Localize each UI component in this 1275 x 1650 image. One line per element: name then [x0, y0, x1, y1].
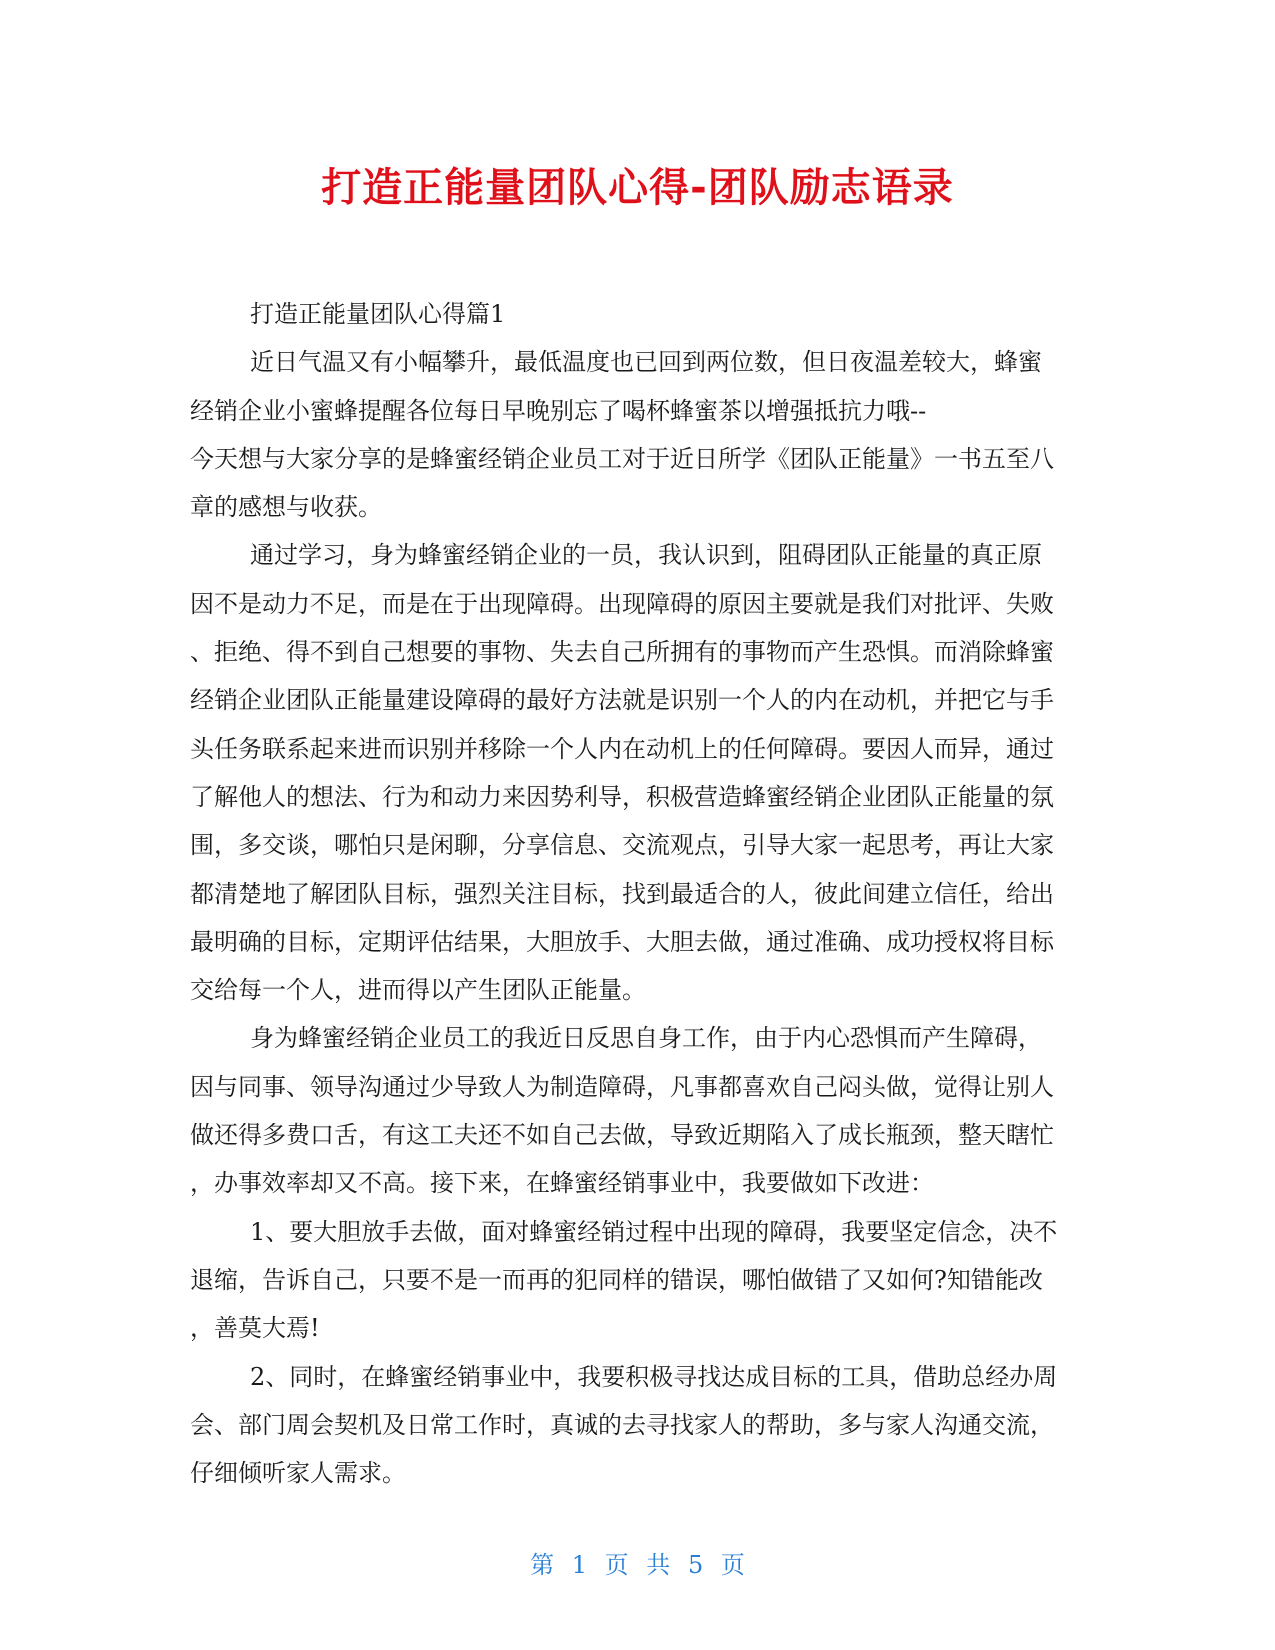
- text-line: 交给每一个人，进而得以产生团队正能量。: [190, 976, 646, 1005]
- text-line: 仔细倾听家人需求。: [190, 1459, 406, 1488]
- text-line: 通过学习，身为蜂蜜经销企业的一员，我认识到，阻碍团队正能量的真正原: [250, 541, 1042, 570]
- text-line: 经销企业团队正能量建设障碍的最好方法就是识别一个人的内在动机，并把它与手: [190, 686, 1054, 715]
- text-line: ，善莫大焉!: [190, 1314, 320, 1343]
- text-line: 最明确的目标，定期评估结果，大胆放手、大胆去做，通过准确、成功授权将目标: [190, 927, 1054, 956]
- text-line: 、拒绝、得不到自己想要的事物、失去自己所拥有的事物而产生恐惧。而消除蜂蜜: [190, 638, 1054, 667]
- text-line: 会、部门周会契机及日常工作时，真诚的去寻找家人的帮助，多与家人沟通交流，: [190, 1410, 1054, 1439]
- text-line: 近日气温又有小幅攀升，最低温度也已回到两位数，但日夜温差较大，蜂蜜: [250, 348, 1042, 377]
- text-line: 打造正能量团队心得篇1: [250, 300, 506, 328]
- text-line: 因与同事、领导沟通过少导致人为制造障碍，凡事都喜欢自己闷头做，觉得让别人: [190, 1072, 1054, 1101]
- text-line: 经销企业小蜜蜂提醒各位每日早晚别忘了喝杯蜂蜜茶以增强抵抗力哦--: [190, 396, 927, 425]
- text-line: ，办事效率却又不高。接下来，在蜂蜜经销事业中，我要做如下改进：: [190, 1169, 934, 1198]
- text-line: 做还得多费口舌，有这工夫还不如自己去做，导致近期陷入了成长瓶颈，整天瞎忙: [190, 1121, 1054, 1150]
- page-number-footer: 第 1 页 共 5 页: [530, 1551, 745, 1579]
- text-line: 身为蜂蜜经销企业员工的我近日反思自身工作，由于内心恐惧而产生障碍，: [250, 1024, 1042, 1053]
- text-line: 1、要大胆放手去做，面对蜂蜜经销过程中出现的障碍，我要坚定信念，决不: [250, 1217, 1058, 1246]
- document-body: [190, 290, 1090, 1497]
- text-line: 章的感想与收获。: [190, 493, 382, 522]
- page-title: 打造正能量团队心得-团队励志语录: [321, 165, 954, 211]
- text-line: 因不是动力不足，而是在于出现障碍。出现障碍的原因主要就是我们对批评、失败: [190, 589, 1054, 618]
- text-line: 头任务联系起来进而识别并移除一个人内在动机上的任何障碍。要因人而异，通过: [190, 734, 1054, 763]
- text-line: 退缩，告诉自己，只要不是一而再的犯同样的错误，哪怕做错了又如何?知错能改: [190, 1265, 1043, 1294]
- text-line: 围，多交谈，哪怕只是闲聊，分享信息、交流观点，引导大家一起思考，再让大家: [190, 831, 1054, 860]
- text-line: 今天想与大家分享的是蜂蜜经销企业员工对于近日所学《团队正能量》一书五至八: [190, 444, 1054, 473]
- text-line: 2、同时，在蜂蜜经销事业中，我要积极寻找达成目标的工具，借助总经办周: [250, 1362, 1058, 1391]
- text-line: 了解他人的想法、行为和动力来因势利导，积极营造蜂蜜经销企业团队正能量的氛: [190, 782, 1054, 811]
- text-line: 都清楚地了解团队目标，强烈关注目标，找到最适合的人，彼此间建立信任，给出: [190, 879, 1054, 908]
